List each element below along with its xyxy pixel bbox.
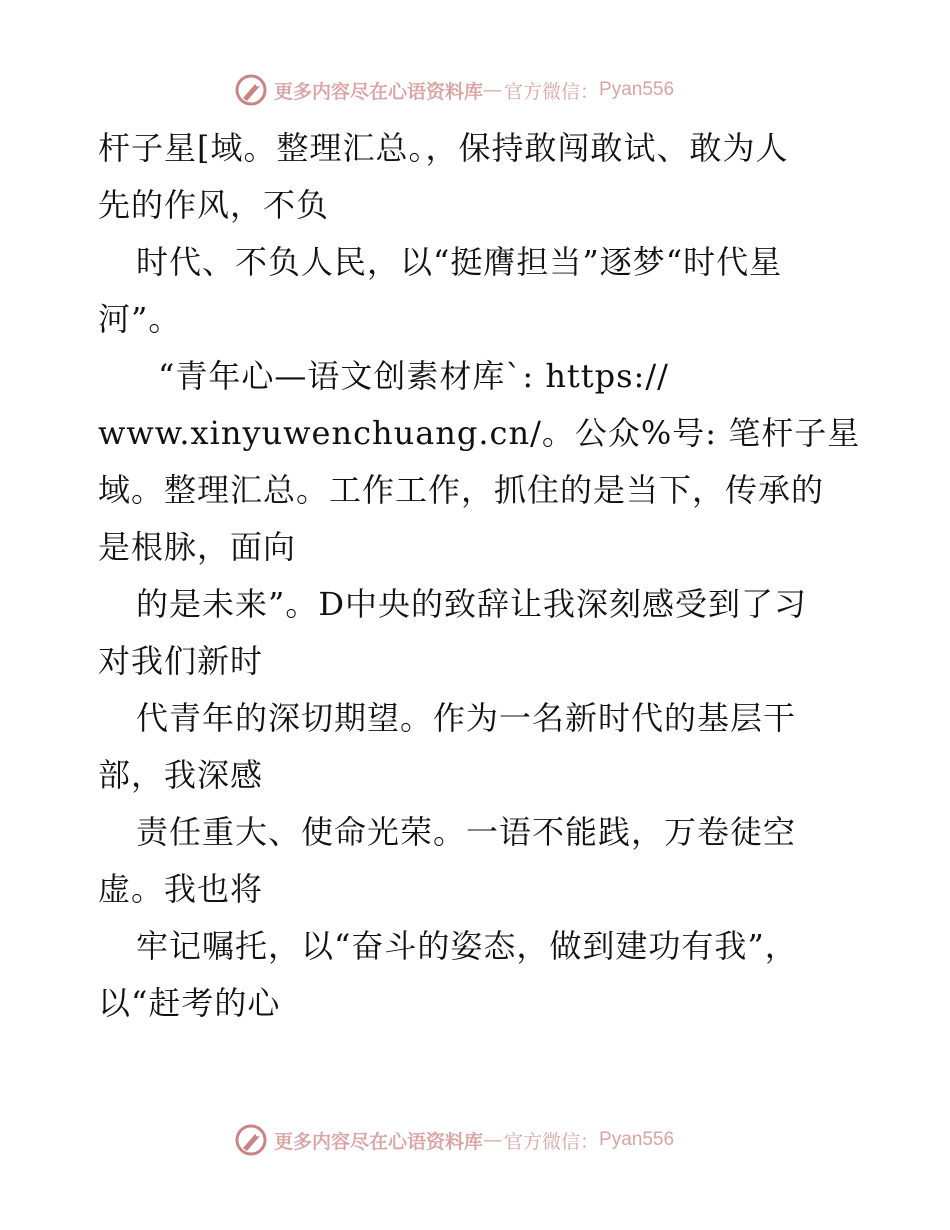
header-watermark	[234, 72, 674, 108]
body-text	[98, 120, 868, 1032]
text-line: 对我们新时	[98, 642, 264, 680]
pen-logo-icon	[234, 73, 268, 107]
watermark-id: Pyan556	[599, 79, 675, 100]
text-line: 牢记嘱托，以“奋斗的姿态，做到建功有我”，	[136, 927, 798, 965]
pen-logo-icon	[234, 1123, 268, 1157]
watermark-text: 更多内容尽在心语资料库	[274, 80, 484, 103]
text-line: 责任重大、使命光荣。一语不能践，万卷徒空	[136, 813, 797, 851]
watermark-id: Pyan556	[599, 1129, 675, 1150]
text-line: 虚。我也将	[98, 870, 264, 908]
text-line: 域。整理汇总。工作工作，抓住的是当下，传承的	[98, 471, 825, 509]
text-line: 河”。	[98, 300, 182, 338]
text-line: “青年心—语文创素材库`: https://	[158, 357, 669, 395]
text-line: 是根脉，面向	[98, 528, 297, 566]
watermark-separator: —	[483, 1129, 503, 1151]
text-line: www.xinyuwenchuang.cn/。公众%号: 笔杆子星	[98, 414, 861, 452]
text-line: 时代、不负人民，以“挺膺担当”逐梦“时代星	[136, 243, 783, 281]
footer-watermark	[234, 1122, 674, 1158]
text-line: 先的作风，不负	[98, 186, 330, 224]
text-line: 杆子星[域。整理汇总。，保持敢闯敢试、敢为人	[98, 129, 789, 167]
text-line: 代青年的深切期望。作为一名新时代的基层干	[136, 699, 797, 737]
text-line: 的是未来”。D中央的致辞让我深刻感受到了习	[136, 585, 808, 623]
watermark-separator: —	[483, 79, 503, 101]
text-line: 以“赶考的心	[98, 984, 281, 1022]
watermark-text: 更多内容尽在心语资料库	[274, 1130, 484, 1153]
watermark-label: 官方微信：	[504, 80, 600, 103]
watermark-label: 官方微信：	[504, 1130, 600, 1153]
text-line: 部，我深感	[98, 756, 264, 794]
